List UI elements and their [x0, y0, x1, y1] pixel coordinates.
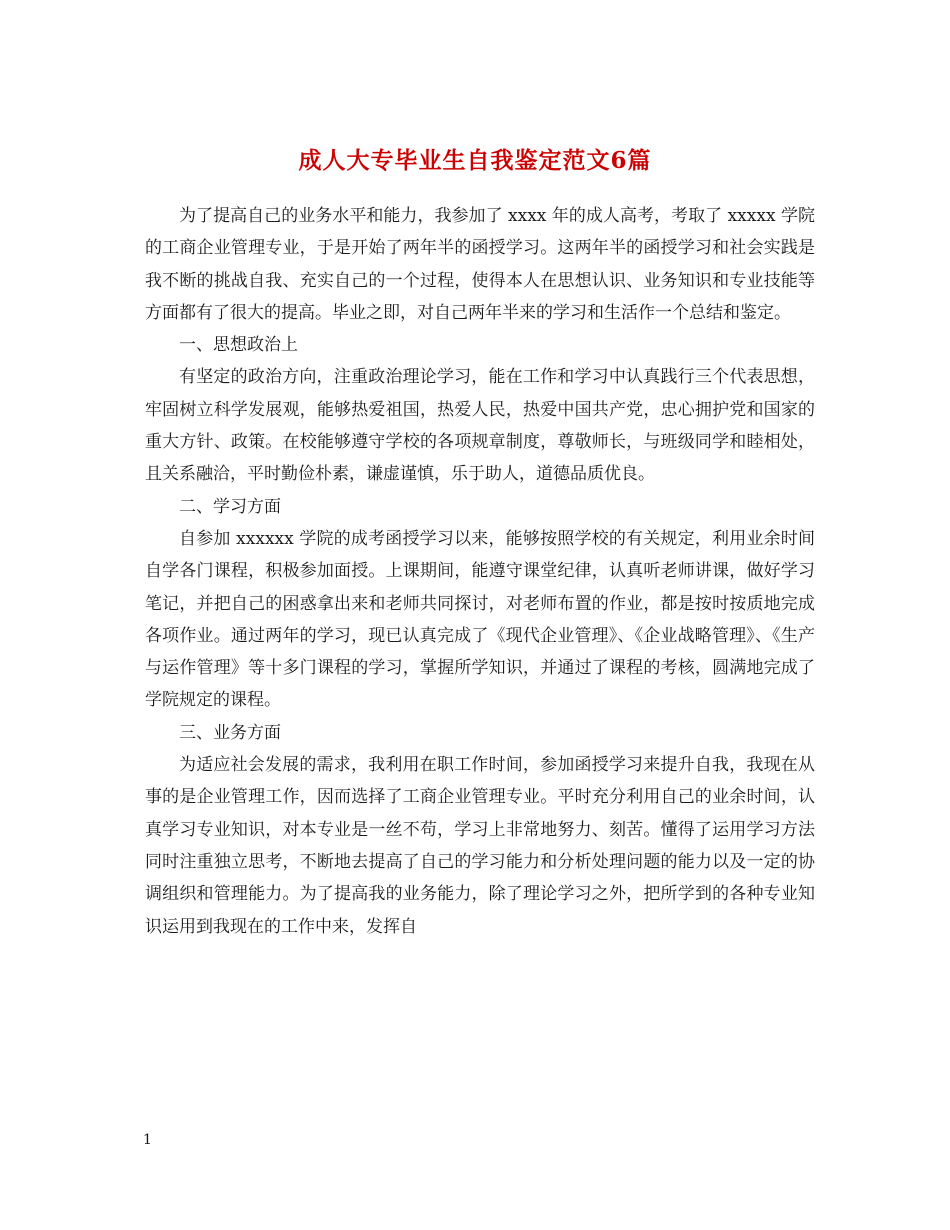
document-title: 成人大专毕业生自我鉴定范文6篇 [298, 147, 652, 175]
section-heading-study: 二、学习方面 [179, 496, 281, 517]
page-number: 1 [143, 1132, 152, 1148]
paragraph-political: 有坚定的政治方向，注重政治理论学习，能在工作和学习中认真践行三个代表思想，牢固树立科学发展观，能够热爱祖国，热爱人民，热爱中国共产党，忠心拥护党和国家的重大方针、政策。在校能够遵守学校的各项规章制度，尊敬师长，与班级同学和睦相处，且关系融洽，平时勤俭朴素，谦虚谨慎，乐于助人，道德品质优良。 [145, 367, 815, 485]
paragraph-study: 自参加 xxxxxx 学院的成考函授学习以来，能够按照学校的有关规定，利用业余时间自学各门课程，积极参加面授。上课期间，能遵守课堂纪律，认真听老师讲课，做好学习笔记，并把自己的困惑拿出来和老师共同探讨，对老师布置的作业，都是按时按质地完成各项作业。通过两年的学习，现已认真完成了《现代企业管理》、《企业战略管理》、《生产与运作管理》等十多门课程的学习，掌握所学知识，并通过了课程的考核，圆满地完成了学院规定的课程。 [145, 528, 815, 711]
paragraph-business: 为适应社会发展的需求，我利用在职工作时间，参加函授学习来提升自我，我现在从事的是企业管理工作，因而选择了工商企业管理专业。平时充分利用自己的业余时间，认真学习专业知识，对本专业是一丝不苟，学习上非常地努力、刻苦。懂得了运用学习方法同时注重独立思考，不断地去提高了自己的学习能力和分析处理问题的能力以及一定的协调组织和管理能力。为了提高我的业务能力，除了理论学习之外，把所学到的各种专业知识运用到我现在的工作中来，发挥自 [145, 755, 815, 937]
document-body [145, 200, 815, 943]
paragraph-intro: 为了提高自己的业务水平和能力，我参加了 xxxx 年的成人高考，考取了 xxxxx 学院的工商企业管理专业，于是开始了两年半的函授学习。这两年半的函授学习和社会实践是我不断的挑战自我、充实自己的一个过程，使得本人在思想认识、业务知识和专业技能等方面都有了很大的提高。毕业之即，对自己两年半来的学习和生活作一个总结和鉴定。 [145, 206, 815, 323]
section-heading-political: 一、思想政治上 [179, 335, 298, 356]
section-heading-business: 三、业务方面 [179, 722, 281, 743]
